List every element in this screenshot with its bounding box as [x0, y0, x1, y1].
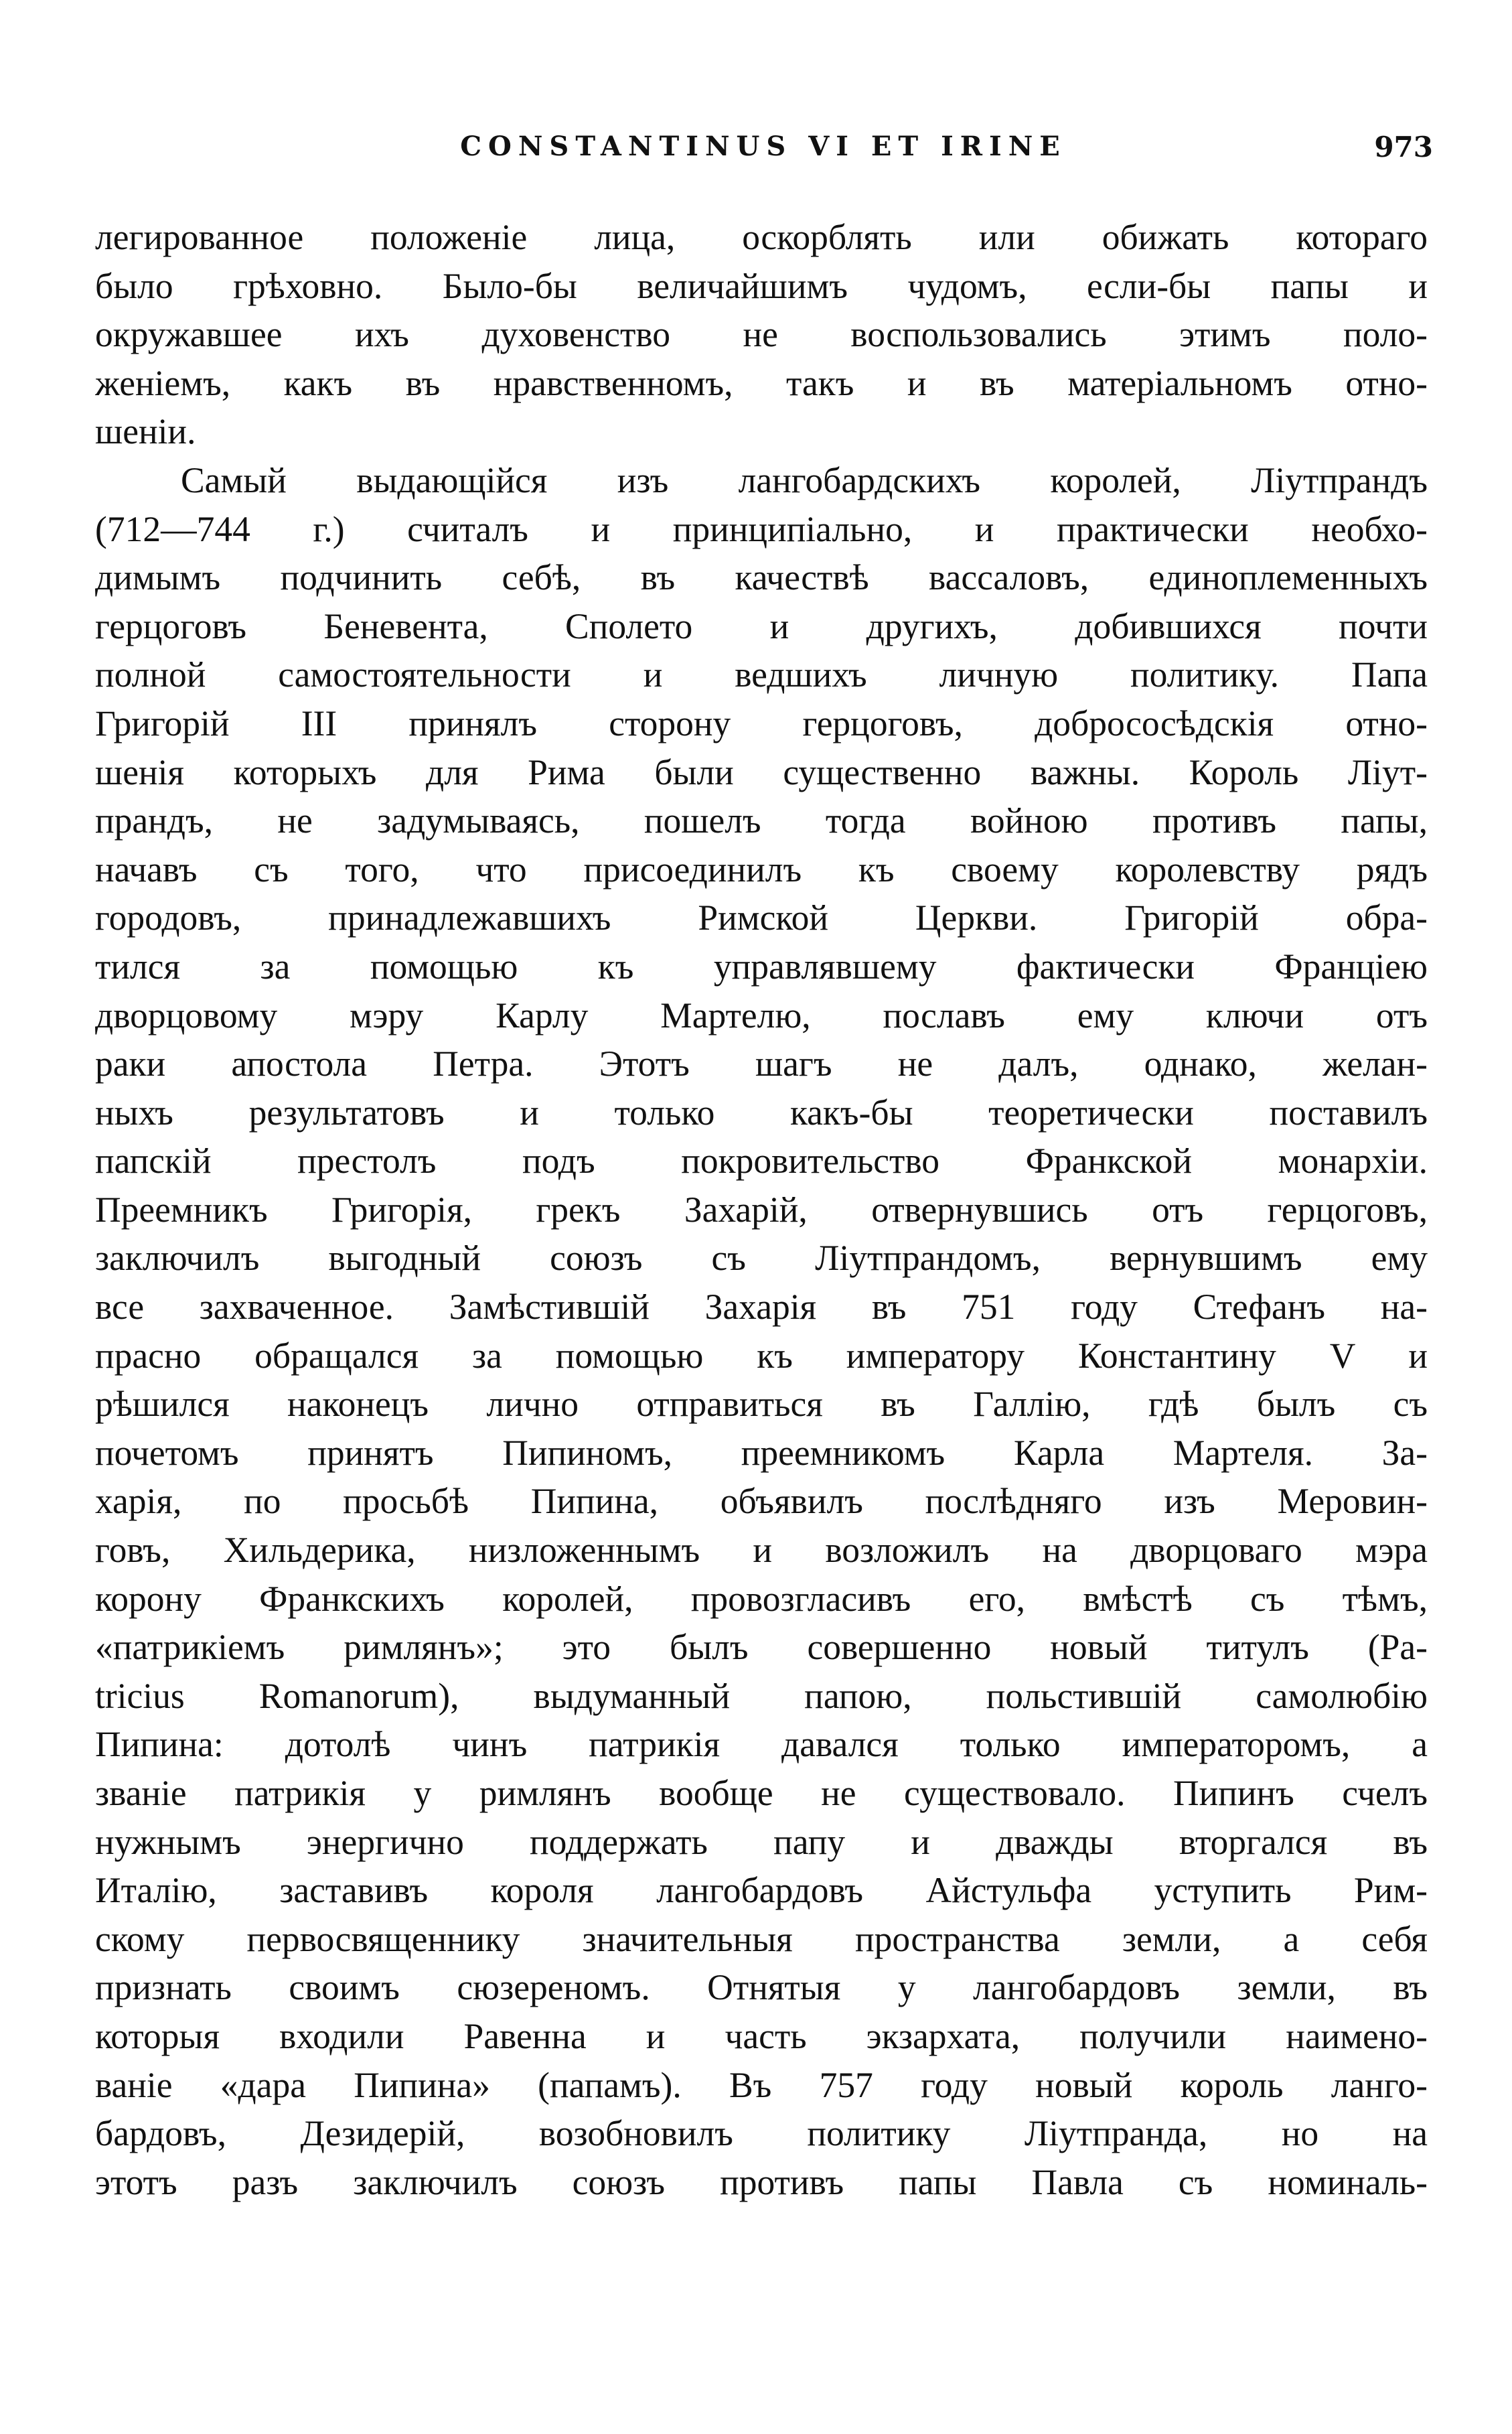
- text-line: шеніи.: [95, 411, 196, 452]
- text-line: прасно обращался за помощью къ императору Константину V и: [95, 1335, 1428, 1376]
- text-line: начавъ съ того, что присоединилъ къ своему королевству рядъ: [95, 849, 1428, 889]
- text-line: этотъ разъ заключилъ союзъ противъ папы Павла съ номиналь-: [95, 2161, 1428, 2202]
- text-line: Пипина: дотолѣ чинъ патрикія давался только императоромъ, а: [95, 1724, 1428, 1765]
- text-line: tricius Romanorum), выдуманный папою, польстившій самолюбію: [95, 1675, 1428, 1716]
- running-head-title: CONSTANTINUS VI ET IRINE: [460, 131, 1067, 162]
- text-line: Григорій III принялъ сторону герцоговъ, добрососѣдскія отно-: [95, 703, 1428, 743]
- text-line: которыя входили Равенна и часть экзархата, получили наимено-: [95, 2015, 1428, 2056]
- text-line: папскій престолъ подъ покровительство Франкской монархіи.: [95, 1141, 1428, 1182]
- text-line: все захваченное. Замѣстившій Захарія въ 751 году Стефанъ на-: [95, 1287, 1428, 1328]
- text-line: полной самостоятельности и ведшихъ личную политику. Папа: [95, 654, 1428, 695]
- text-line: раки апостола Петра. Этотъ шагъ не далъ, однако, желан-: [95, 1044, 1428, 1084]
- text-line: прандъ, не задумываясь, пошелъ тогда войною противъ папы,: [95, 800, 1428, 841]
- text-line: заключилъ выгодный союзъ съ Ліутпрандомъ, вернувшимъ ему: [95, 1238, 1428, 1279]
- text-line: «патрикіемъ римлянъ»; это былъ совершенно новый титулъ (Pa-: [95, 1627, 1428, 1668]
- text-line: ваніе «дара Пипина» (папамъ). Въ 757 году новый король ланго-: [95, 2064, 1428, 2105]
- text-line: бардовъ, Дезидерій, возобновилъ политику Ліутпранда, но на: [95, 2113, 1428, 2154]
- text-line: званіе патрикія у римлянъ вообще не существовало. Пипинъ счелъ: [95, 1773, 1428, 1813]
- text-line: легированное положеніе лица, оскорблять или обижать котораго: [95, 217, 1428, 257]
- text-line: почетомъ принятъ Пипиномъ, преемникомъ Карла Мартеля. За-: [95, 1432, 1428, 1473]
- text-line: нужнымъ энергично поддержать папу и дважды вторгался въ: [95, 1821, 1428, 1862]
- text-line: скому первосвященнику значительныя пространства земли, а себя: [95, 1918, 1428, 1959]
- text-line: корону Франкскихъ королей, провозгласивъ его, вмѣстѣ съ тѣмъ,: [95, 1578, 1428, 1619]
- paragraph-first-line: Самый выдающійся изъ лангобардскихъ королей, Ліутпрандъ: [181, 459, 1428, 500]
- text-line: говъ, Хильдерика, низложеннымъ и возложилъ на дворцоваго мэра: [95, 1530, 1428, 1571]
- page-number: 973: [1374, 131, 1433, 163]
- running-head: [94, 131, 1433, 171]
- text-line: Преемникъ Григорія, грекъ Захарій, отвернувшись отъ герцоговъ,: [95, 1189, 1428, 1230]
- text-line: (712—744 г.) считалъ и принципіально, и практически необхо-: [95, 508, 1428, 549]
- text-line: харія, по просьбѣ Пипина, объявилъ послѣдняго изъ Меровин-: [95, 1481, 1428, 1522]
- text-line: городовъ, принадлежавшихъ Римской Церкви. Григорій обра-: [95, 898, 1428, 938]
- text-line: дворцовому мэру Карлу Мартелю, пославъ ему ключи отъ: [95, 995, 1428, 1035]
- text-line: женіемъ, какъ въ нравственномъ, такъ и въ матеріальномъ отно-: [95, 362, 1428, 403]
- text-line: шенія которыхъ для Рима были существенно важны. Король Ліут-: [95, 751, 1428, 792]
- body-text: [95, 213, 1428, 2206]
- text-line: тился за помощью къ управлявшему фактически Франціею: [95, 946, 1428, 987]
- text-line: было грѣховно. Было-бы величайшимъ чудомъ, если-бы папы и: [95, 265, 1428, 306]
- text-line: рѣшился наконецъ лично отправиться въ Галлію, гдѣ былъ съ: [95, 1384, 1428, 1425]
- text-line: Италію, заставивъ короля лангобардовъ Айстульфа уступить Рим-: [95, 1870, 1428, 1911]
- text-line: признать своимъ сюзереномъ. Отнятыя у лангобардовъ земли, въ: [95, 1967, 1428, 2008]
- text-line: димымъ подчинить себѣ, въ качествѣ вассаловъ, единоплеменныхъ: [95, 557, 1428, 598]
- text-line: герцоговъ Беневента, Сполето и другихъ, добившихся почти: [95, 605, 1428, 646]
- text-line: окружавшее ихъ духовенство не воспользовались этимъ поло-: [95, 314, 1428, 355]
- text-line: ныхъ результатовъ и только какъ-бы теоретически поставилъ: [95, 1092, 1428, 1133]
